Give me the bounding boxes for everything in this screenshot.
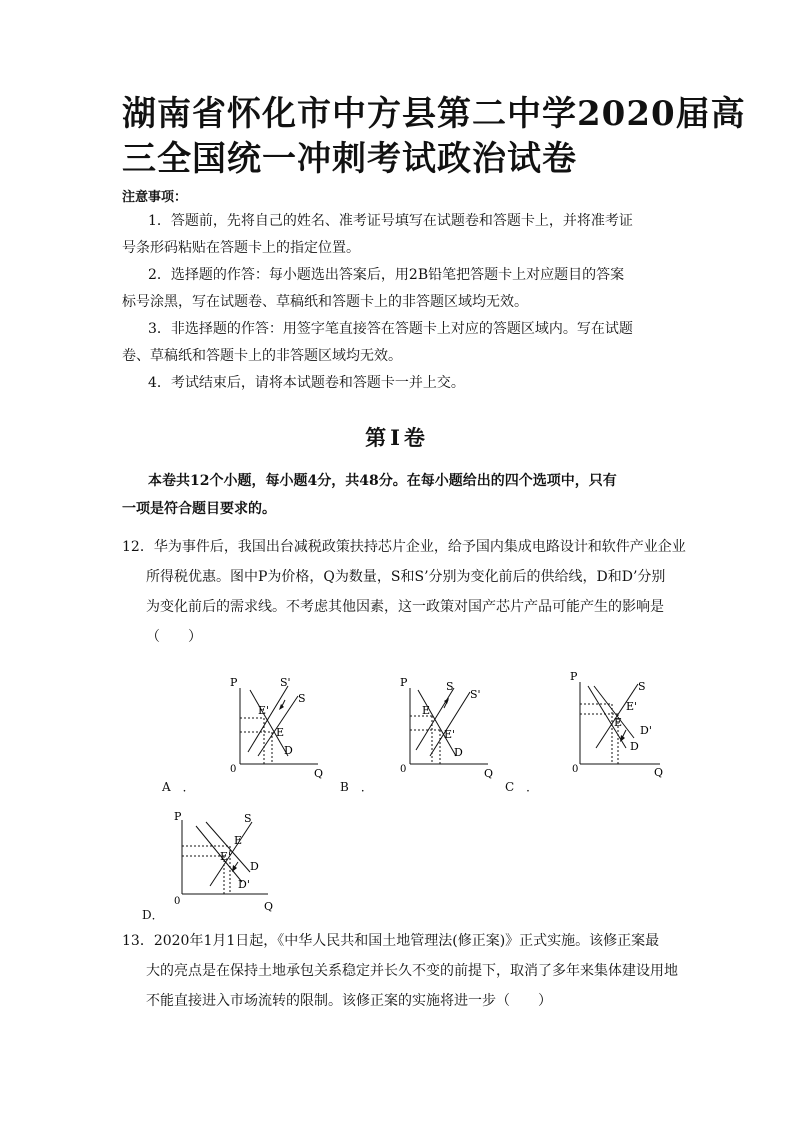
section-title: 第Ⅰ卷 xyxy=(365,425,429,450)
graph-a xyxy=(226,672,326,780)
notice-item-1-line-2: 号条形码粘贴在答题卡上的指定位置。 xyxy=(122,240,360,256)
graph-c xyxy=(568,668,668,780)
graph-b xyxy=(396,672,496,780)
graph-a-p-label: P xyxy=(230,676,238,689)
section-intro-line-1: 本卷共12个小题，每小题4分，共48分。在每小题给出的四个选项中，只有 xyxy=(148,473,617,489)
graph-b-origin-label: 0 xyxy=(400,764,407,775)
graph-d xyxy=(168,808,278,914)
section-intro-line-2: 一项是符合题目要求的。 xyxy=(122,501,276,517)
option-d-label: D． xyxy=(142,908,164,922)
graph-a-demand-line xyxy=(250,690,288,756)
graph-c-e-label: E xyxy=(614,716,623,729)
notice-item-1-line-1: 1．答题前，先将自己的姓名、准考证号填写在试题卷和答题卡上，并将准考证 xyxy=(148,213,633,229)
graph-d-s-label: S xyxy=(244,812,252,825)
title-line-2: 三全国统一冲刺考试政治试卷 xyxy=(122,139,577,179)
graph-a-s2-label: S' xyxy=(280,676,291,689)
graph-a-e2-label: E' xyxy=(258,704,270,717)
notice-item-2-line-2: 标号涂黑，写在试题卷、草稿纸和答题卡上的非答题区域均无效。 xyxy=(122,294,528,310)
graph-b-e-label: E xyxy=(422,704,431,717)
graph-b-e2-label: E' xyxy=(444,728,456,741)
graph-d-origin-label: 0 xyxy=(174,896,181,907)
graph-c-e2-label: E' xyxy=(626,700,638,713)
graph-b-p-label: P xyxy=(400,676,408,689)
graph-c-p-label: P xyxy=(570,670,578,683)
option-a-label: A ． xyxy=(162,780,195,794)
question-13 xyxy=(122,926,682,1016)
notice-heading: 注意事项： xyxy=(122,190,188,205)
graph-a-e-label: E xyxy=(276,726,285,739)
q13-line-2: 大的亮点是在保持土地承包关系稳定并长久不变的前提下，取消了多年来集体建设用地 xyxy=(146,963,678,979)
graph-c-s-label: S xyxy=(638,680,646,693)
q12-line-2: 所得税优惠。图中P为价格，Q为数量，S和S’分别为变化前后的供给线，D和D’分别 xyxy=(146,569,666,585)
q13-line-3: 不能直接进入市场流转的限制。该修正案的实施将进一步（ ） xyxy=(146,993,552,1009)
graph-d-e-label: E xyxy=(234,834,243,847)
q13-line-1: 13．2020年1月1日起，《中华人民共和国土地管理法(修正案)》正式实施。该修正案最 xyxy=(122,933,660,949)
graph-d-d-label: D xyxy=(250,860,259,873)
graph-b-q-label: Q xyxy=(484,767,494,780)
graph-d-p-label: P xyxy=(174,810,182,823)
graph-d-d2-label: D' xyxy=(238,878,250,891)
notice-item-3-line-1: 3．非选择题的作答：用签字笔直接答在答题卡上对应的答题区域内。写在试题 xyxy=(148,321,633,337)
page-title xyxy=(122,92,746,182)
graph-a-s-label: S xyxy=(298,692,306,705)
graph-c-d-label: D xyxy=(630,740,639,753)
notice-item-2-line-1: 2．选择题的作答：每小题选出答案后，用2B铅笔把答题卡上对应题目的答案 xyxy=(148,267,625,283)
title-line-1: 湖南省怀化市中方县第二中学2020届高 xyxy=(122,94,746,134)
graph-d-q-label: Q xyxy=(264,900,274,913)
graph-c-origin-label: 0 xyxy=(572,764,579,775)
graph-d-e2-label: E' xyxy=(220,850,232,863)
graph-b-s-label: S xyxy=(446,680,454,693)
graph-a-origin-label: 0 xyxy=(230,764,237,775)
q12-line-4: （ ） xyxy=(146,629,202,645)
graph-b-s2-label: S' xyxy=(470,688,481,701)
q12-line-1: 12．华为事件后，我国出台减税政策扶持芯片企业，给予国内集成电路设计和软件产业企业 xyxy=(122,539,686,555)
notice-list xyxy=(122,208,682,397)
option-b-label: B ． xyxy=(340,780,373,794)
graph-c-q-label: Q xyxy=(654,766,664,779)
question-12 xyxy=(122,532,686,652)
graph-c-d2-label: D' xyxy=(640,724,652,737)
graph-b-d-label: D xyxy=(454,746,463,759)
graph-a-q-label: Q xyxy=(314,767,324,780)
option-c-label: C ． xyxy=(505,780,539,794)
section-intro xyxy=(122,467,682,523)
notice-item-3-line-2: 卷、草稿纸和答题卡上的非答题区域均无效。 xyxy=(122,348,402,364)
notice-item-4-line-1: 4．考试结束后，请将本试题卷和答题卡一并上交。 xyxy=(148,375,465,391)
q12-line-3: 为变化前后的需求线。不考虑其他因素，这一政策对国产芯片产品可能产生的影响是 xyxy=(146,599,664,615)
graph-a-supply-new-line xyxy=(248,686,288,752)
graph-a-d-label: D xyxy=(284,744,293,757)
